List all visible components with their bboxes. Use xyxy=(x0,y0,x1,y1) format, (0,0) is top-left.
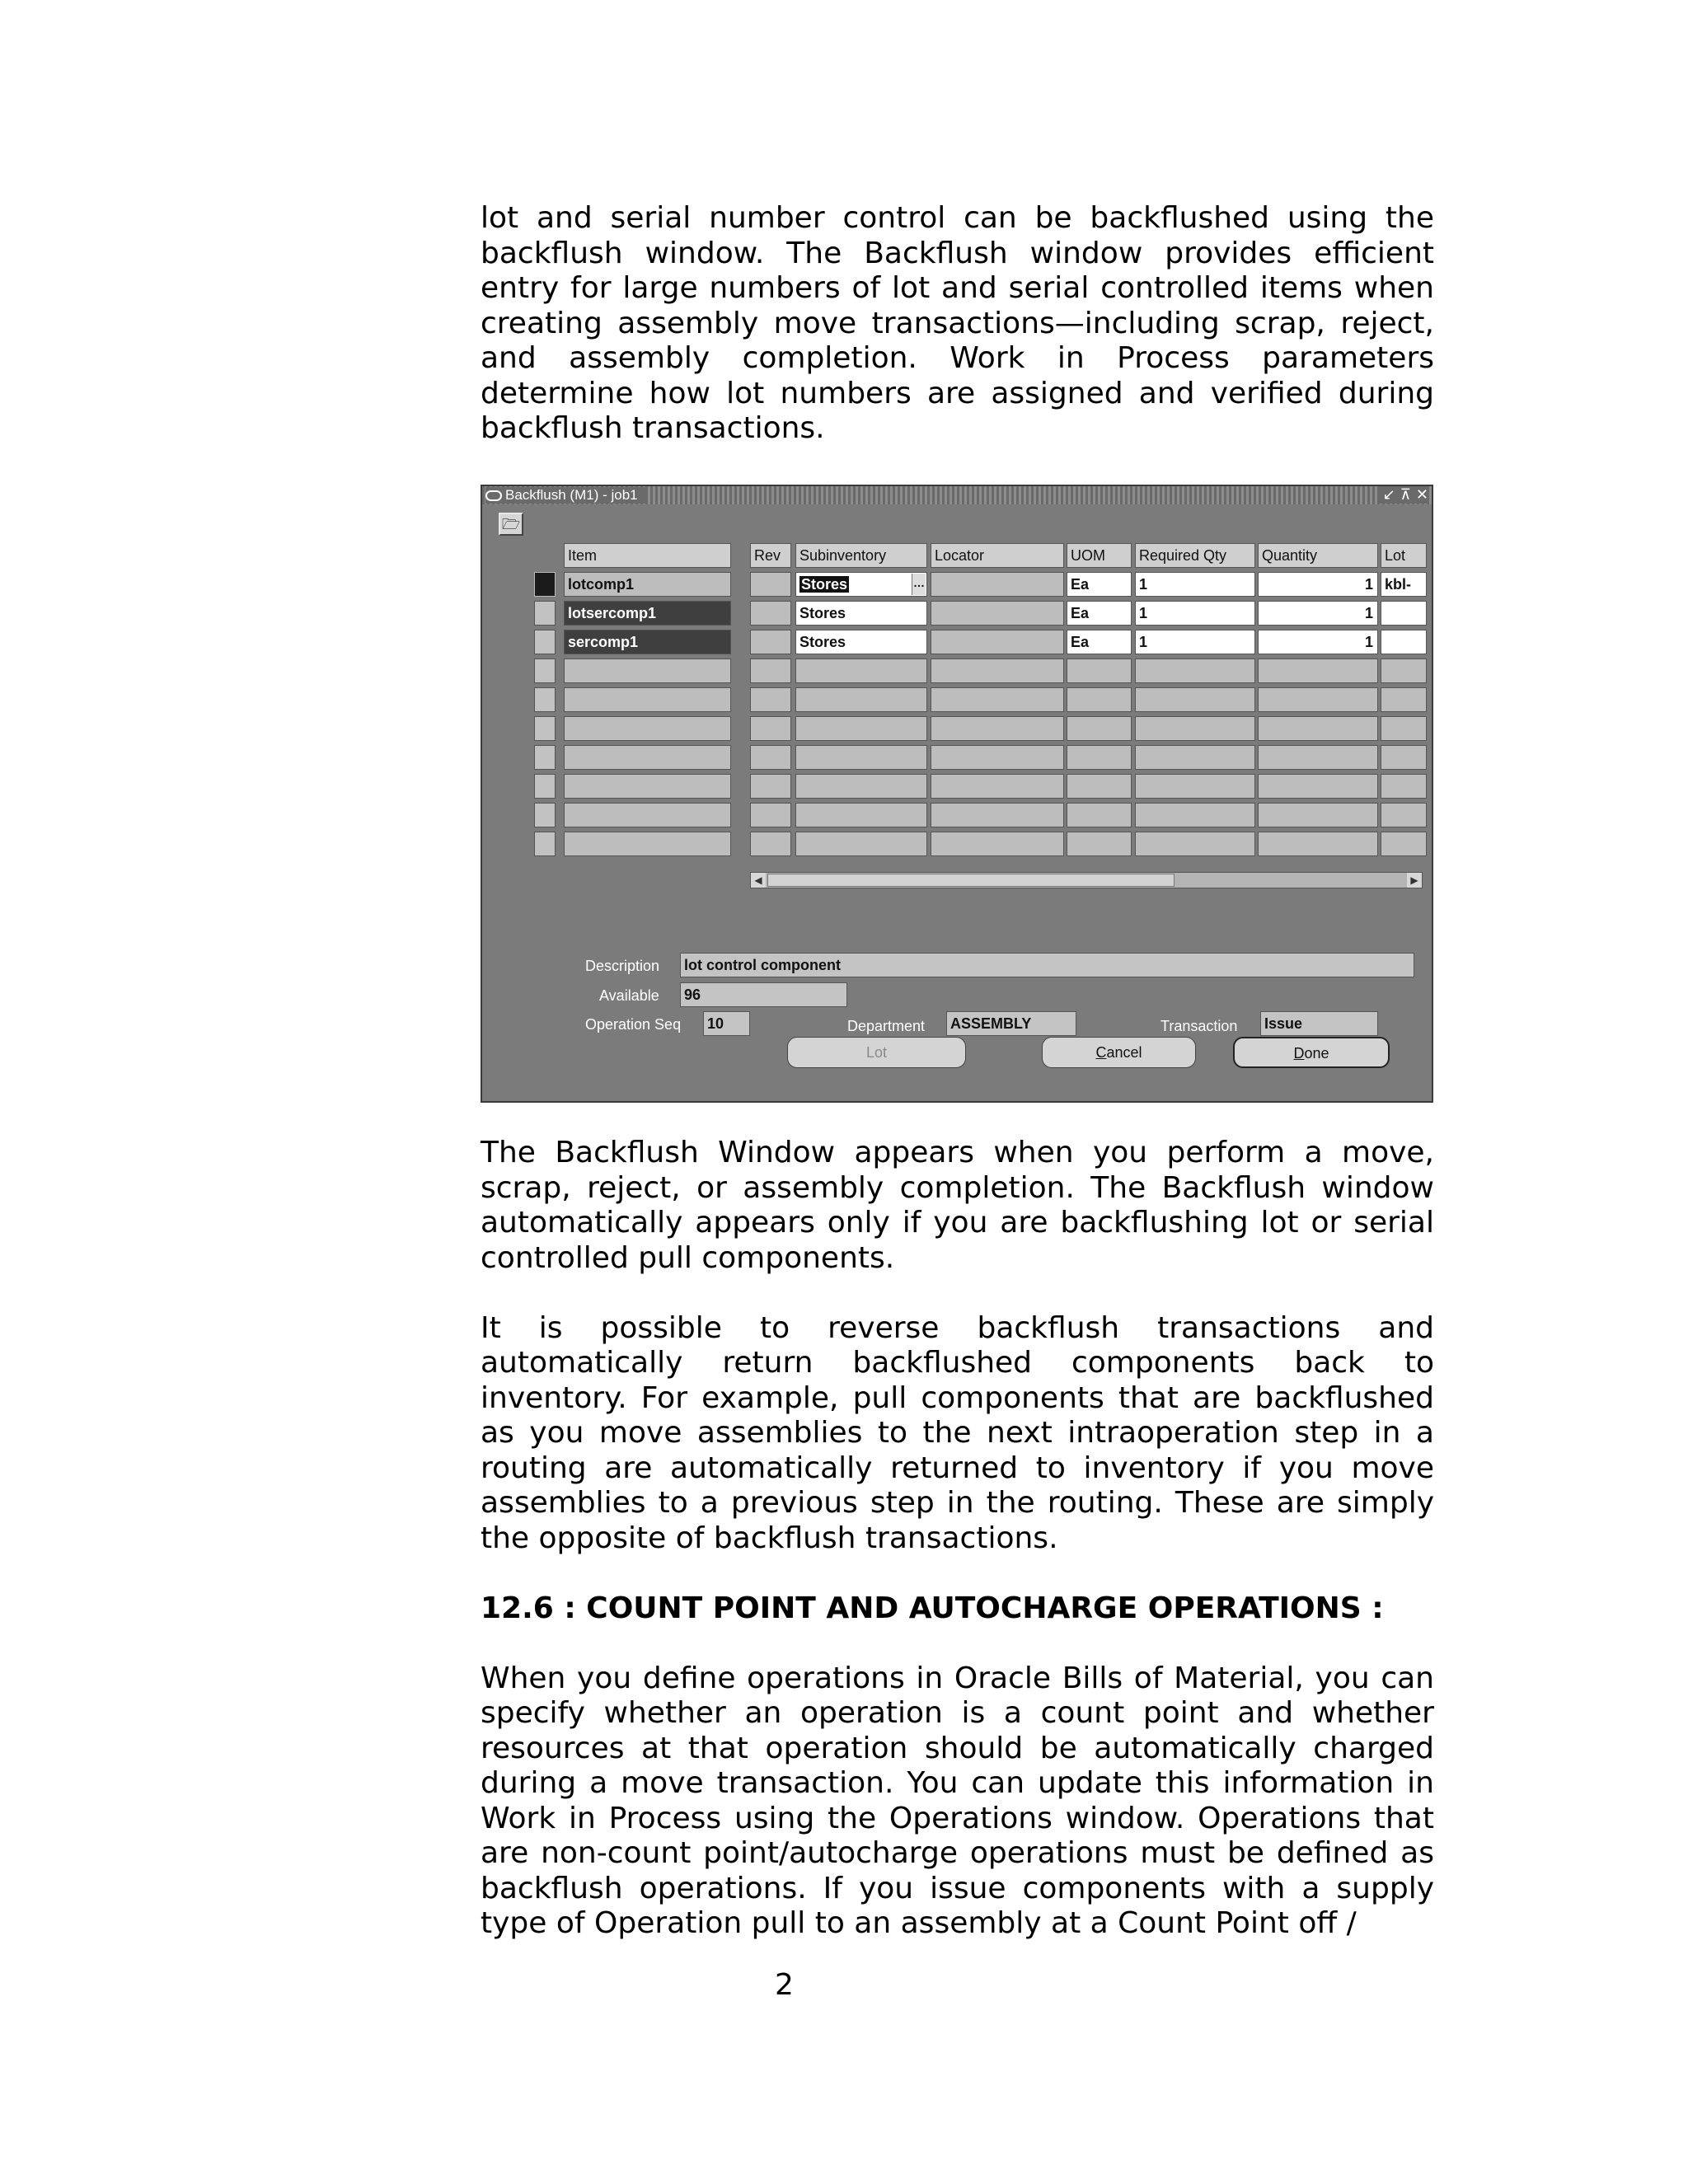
scroll-right-icon[interactable]: ▶ xyxy=(1407,873,1422,888)
body-block xyxy=(481,1136,1434,1942)
empty-cell[interactable] xyxy=(795,832,927,856)
uom-cell[interactable]: Ea xyxy=(1067,601,1132,626)
scroll-left-icon[interactable]: ◀ xyxy=(751,873,766,888)
row-selector[interactable] xyxy=(534,601,556,626)
empty-cell[interactable] xyxy=(1381,716,1427,741)
cancel-button[interactable] xyxy=(1042,1037,1196,1068)
row-selector[interactable] xyxy=(534,716,556,741)
empty-cell[interactable] xyxy=(1135,687,1255,712)
empty-cell[interactable] xyxy=(795,687,927,712)
column-header-required-qty: Required Qty xyxy=(1135,543,1255,568)
paragraph-1-block xyxy=(481,201,1434,447)
empty-cell[interactable] xyxy=(931,832,1064,856)
empty-cell[interactable] xyxy=(564,716,731,741)
row-selector[interactable] xyxy=(534,630,556,654)
empty-cell[interactable] xyxy=(564,687,731,712)
empty-cell[interactable] xyxy=(1381,687,1427,712)
cancel-mnemonic: C xyxy=(1095,1044,1107,1061)
row-selector[interactable] xyxy=(534,803,556,827)
column-header-lot: Lot xyxy=(1381,543,1427,568)
quantity-cell[interactable]: 1 xyxy=(1258,601,1378,626)
lot-button[interactable]: Lot xyxy=(787,1037,966,1068)
maximize-icon[interactable]: ⊼ xyxy=(1400,486,1411,503)
empty-cell[interactable] xyxy=(1067,803,1132,827)
empty-cell[interactable] xyxy=(795,774,927,799)
paragraph-1: lot and serial number control can be backflushed using the backflush window. The Backflush window provides efficient entry for large numbers of lot and serial controlled items when creating assembly move transactions—including scrap, reject, and assembly completion. Work in Process parameters determine how lot numbers are assigned and verified during backflush transactions. xyxy=(481,201,1434,445)
row-selector[interactable] xyxy=(534,658,556,683)
page-number: 2 xyxy=(775,1968,794,2002)
empty-cell[interactable] xyxy=(931,658,1064,683)
empty-cell[interactable] xyxy=(564,658,731,683)
empty-cell[interactable] xyxy=(1067,745,1132,770)
oracle-oval-icon xyxy=(485,490,502,501)
done-label-rest: one xyxy=(1304,1045,1329,1062)
quantity-cell[interactable]: 1 xyxy=(1258,630,1378,654)
empty-cell[interactable] xyxy=(1135,658,1255,683)
lot-cell[interactable]: kbl- xyxy=(1381,572,1427,597)
empty-cell[interactable] xyxy=(1135,832,1255,856)
available-label: Available xyxy=(599,987,659,1004)
empty-cell[interactable] xyxy=(750,832,791,856)
uom-cell[interactable]: Ea xyxy=(1067,572,1132,597)
empty-cell[interactable] xyxy=(750,716,791,741)
column-header-subinventory: Subinventory xyxy=(795,543,927,568)
empty-cell[interactable] xyxy=(1067,658,1132,683)
empty-cell[interactable] xyxy=(564,803,731,827)
empty-cell[interactable] xyxy=(931,687,1064,712)
empty-cell[interactable] xyxy=(1258,745,1378,770)
empty-cell[interactable] xyxy=(1067,832,1132,856)
operation-seq-field[interactable]: 10 xyxy=(703,1011,750,1036)
empty-cell[interactable] xyxy=(1135,774,1255,799)
quantity-cell[interactable]: 1 xyxy=(1258,572,1378,597)
empty-cell[interactable] xyxy=(931,803,1064,827)
operation-seq-label: Operation Seq xyxy=(585,1016,682,1033)
department-field[interactable]: ASSEMBLY xyxy=(946,1011,1076,1036)
row-selector[interactable] xyxy=(534,745,556,770)
row-selector[interactable] xyxy=(534,774,556,799)
empty-cell[interactable] xyxy=(795,745,927,770)
empty-cell[interactable] xyxy=(1067,687,1132,712)
rev-cell[interactable] xyxy=(750,572,791,597)
required-qty-cell[interactable]: 1 xyxy=(1135,572,1255,597)
list-of-values-icon[interactable]: … xyxy=(912,574,926,595)
minimize-icon[interactable]: ↙ xyxy=(1382,486,1395,503)
empty-cell[interactable] xyxy=(1381,774,1427,799)
subinventory-cell[interactable]: Stores xyxy=(795,630,927,654)
subinventory-cell[interactable]: Stores xyxy=(795,601,927,626)
empty-cell[interactable] xyxy=(1067,716,1132,741)
empty-cell[interactable] xyxy=(750,687,791,712)
locator-cell[interactable] xyxy=(931,572,1064,597)
empty-cell[interactable] xyxy=(1258,832,1378,856)
row-selector[interactable] xyxy=(534,687,556,712)
cancel-label-rest: ancel xyxy=(1106,1044,1142,1061)
horizontal-scrollbar[interactable] xyxy=(750,872,1423,888)
title-bar xyxy=(482,486,1432,504)
paragraph-4: When you define operations in Oracle Bills of Material, you can specify whether an operation is a count point and whether resources at that operation should be automatically charged during a move transaction. You can update this information in Work in Process using the Operations window. Operations that are non-count point/autocharge operations must be defined as backflush operations. If you issue components with a supply type of Operation pull to an assembly at a Count Point off / xyxy=(481,1661,1434,1940)
empty-cell[interactable] xyxy=(1258,774,1378,799)
lot-cell[interactable] xyxy=(1381,630,1427,654)
column-header-item: Item xyxy=(564,543,731,568)
empty-cell[interactable] xyxy=(564,774,731,799)
folder-icon[interactable]: 🗁 xyxy=(499,513,523,536)
rev-cell[interactable] xyxy=(750,630,791,654)
column-header-quantity: Quantity xyxy=(1258,543,1378,568)
backflush-window xyxy=(481,485,1433,1103)
section-heading: 12.6 : COUNT POINT AND AUTOCHARGE OPERATIONS : xyxy=(481,1591,1384,1625)
row-selector[interactable] xyxy=(534,832,556,856)
empty-cell[interactable] xyxy=(1381,745,1427,770)
empty-cell[interactable] xyxy=(750,658,791,683)
empty-cell[interactable] xyxy=(750,745,791,770)
empty-cell[interactable] xyxy=(564,745,731,770)
subinventory-value: Stores xyxy=(801,576,848,593)
empty-cell[interactable] xyxy=(1135,745,1255,770)
subinventory-cell[interactable] xyxy=(795,572,927,597)
empty-cell[interactable] xyxy=(1067,774,1132,799)
available-field[interactable]: 96 xyxy=(680,982,847,1007)
empty-cell[interactable] xyxy=(1135,803,1255,827)
item-cell[interactable]: lotcomp1 xyxy=(564,572,731,597)
locator-cell[interactable] xyxy=(931,601,1064,626)
description-label: Description xyxy=(585,958,660,974)
locator-cell[interactable] xyxy=(931,630,1064,654)
transaction-field[interactable]: Issue xyxy=(1260,1011,1378,1036)
empty-cell[interactable] xyxy=(1381,803,1427,827)
scroll-thumb[interactable] xyxy=(767,874,1175,887)
rev-cell[interactable] xyxy=(750,601,791,626)
required-qty-cell[interactable]: 1 xyxy=(1135,630,1255,654)
item-cell[interactable]: lotsercomp1 xyxy=(564,601,731,626)
empty-cell[interactable] xyxy=(1258,716,1378,741)
item-cell[interactable]: sercomp1 xyxy=(564,630,731,654)
required-qty-cell[interactable]: 1 xyxy=(1135,601,1255,626)
done-mnemonic: D xyxy=(1293,1045,1305,1062)
description-field[interactable]: lot control component xyxy=(680,953,1414,977)
empty-cell[interactable] xyxy=(931,716,1064,741)
empty-cell[interactable] xyxy=(1258,803,1378,827)
column-header-uom: UOM xyxy=(1067,543,1132,568)
department-label: Department xyxy=(847,1018,926,1034)
uom-cell[interactable]: Ea xyxy=(1067,630,1132,654)
empty-cell[interactable] xyxy=(750,803,791,827)
empty-cell[interactable] xyxy=(750,774,791,799)
window-title: Backflush (M1) - job1 xyxy=(505,487,638,503)
row-selector[interactable] xyxy=(534,572,556,597)
empty-cell[interactable] xyxy=(1135,716,1255,741)
paragraph-3: It is possible to reverse backflush transactions and automatically return backflushed components back to inventory. For example, pull components that are backflushed as you move assemblies to the next intraoperation step in a routing are automatically returned to inventory if you move assemblies to a previous step in the routing. These are simply the opposite of backflush transactions. xyxy=(481,1310,1434,1555)
column-header-locator: Locator xyxy=(931,543,1064,568)
empty-cell[interactable] xyxy=(931,774,1064,799)
lot-cell[interactable] xyxy=(1381,601,1427,626)
empty-cell[interactable] xyxy=(931,745,1064,770)
empty-cell[interactable] xyxy=(795,658,927,683)
empty-cell[interactable] xyxy=(564,832,731,856)
transaction-label: Transaction xyxy=(1160,1018,1238,1034)
close-icon[interactable]: ✕ xyxy=(1415,486,1428,503)
empty-cell[interactable] xyxy=(795,803,927,827)
column-header-rev: Rev xyxy=(750,543,791,568)
empty-cell[interactable] xyxy=(1258,658,1378,683)
paragraph-2: The Backflush Window appears when you perform a move, scrap, reject, or assembly completion. The Backflush window automatically appears only if you are backflushing lot or serial controlled pull components. xyxy=(481,1136,1434,1275)
empty-cell[interactable] xyxy=(795,716,927,741)
empty-cell[interactable] xyxy=(1381,832,1427,856)
done-button[interactable] xyxy=(1233,1037,1390,1068)
empty-cell[interactable] xyxy=(1258,687,1378,712)
empty-cell[interactable] xyxy=(1381,658,1427,683)
